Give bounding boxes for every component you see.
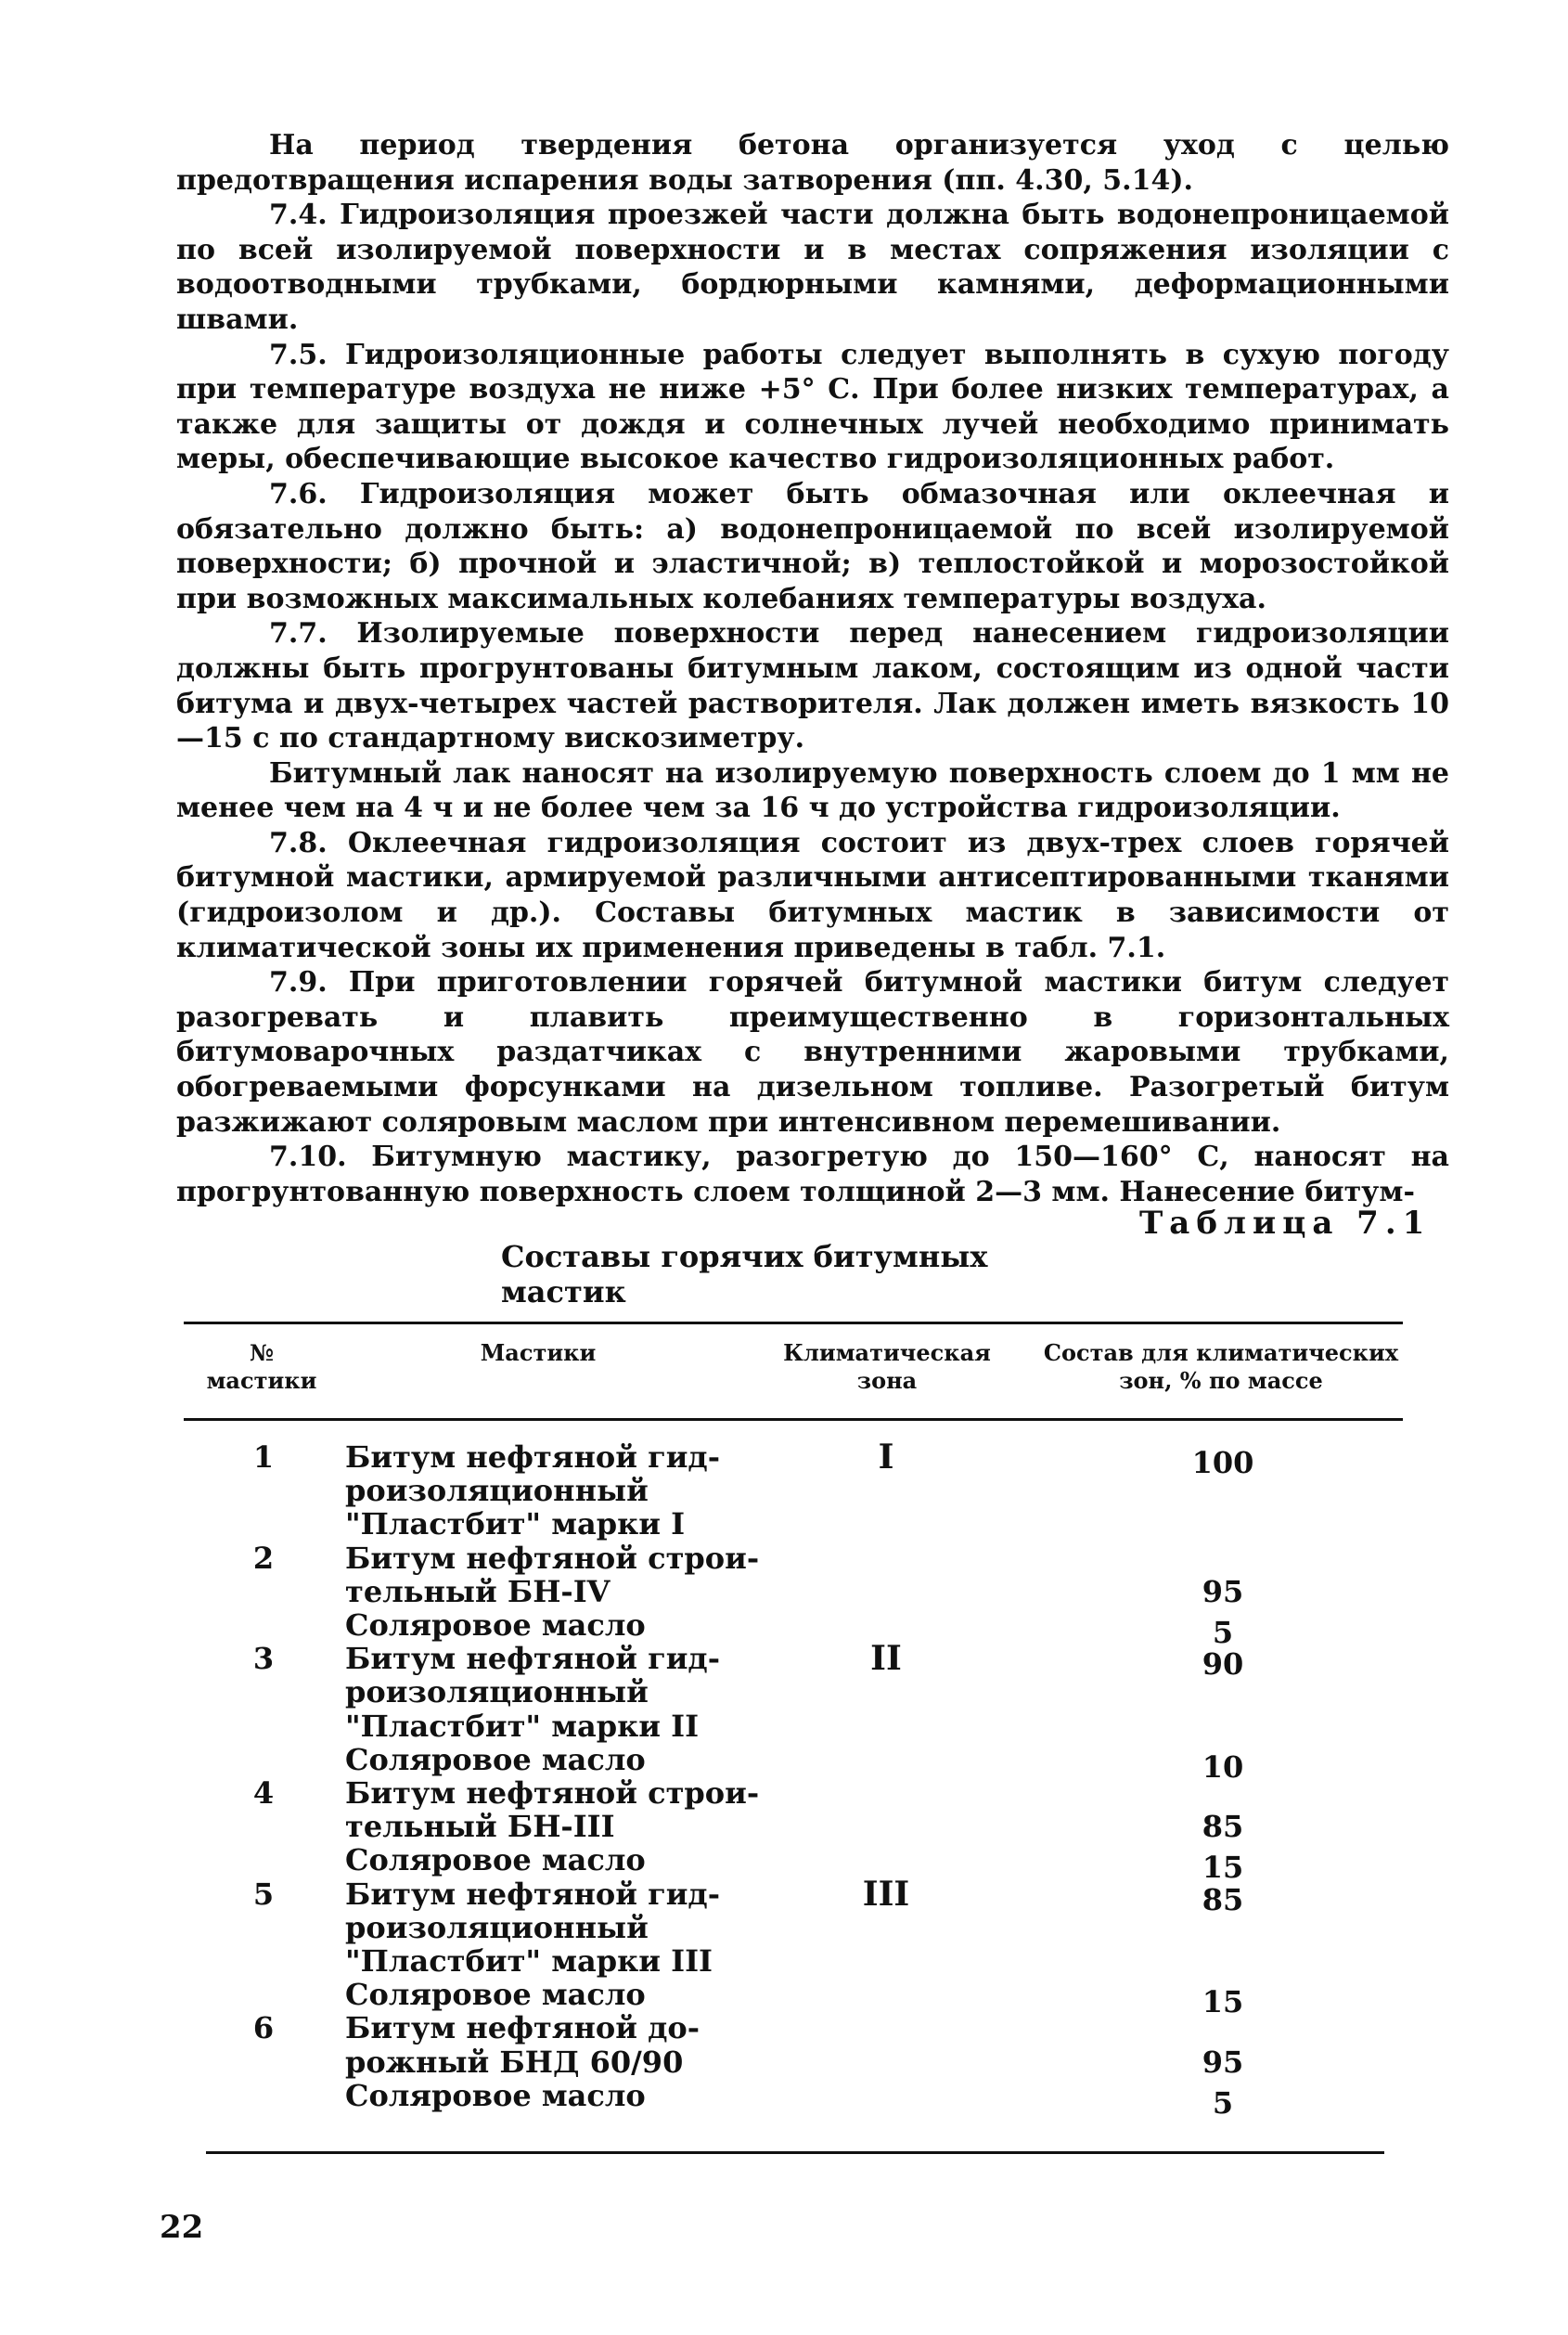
table-label: Таблица 7.1 bbox=[1139, 1205, 1432, 1242]
row-climate-zone: III bbox=[862, 1874, 910, 1914]
row-mastic-name: роизоляционный bbox=[345, 1674, 649, 1710]
header-number-line2: мастики bbox=[206, 1367, 317, 1394]
row-mastic-name: тельный БН-IV bbox=[345, 1573, 610, 1609]
header-zone-line2: зона bbox=[856, 1367, 918, 1394]
table-caption: Составы горячих битумных мастик bbox=[501, 1239, 988, 1309]
paragraph-lacquer: Битумный лак наносят на изолируемую поверхность слоем до 1 мм не менее чем на 4 ч и не более чем за 16 ч до устройства гидроизоляции. bbox=[176, 756, 1449, 825]
header-composition-line2: зон, % по массе bbox=[1119, 1367, 1323, 1394]
row-composition-value: 95 bbox=[1202, 1573, 1244, 1609]
row-composition-value: 5 bbox=[1212, 1615, 1234, 1650]
header-number bbox=[197, 1339, 327, 1395]
row-composition-value: 90 bbox=[1202, 1646, 1244, 1683]
row-mastic-name: "Пластбит" марки II bbox=[345, 1708, 700, 1744]
header-composition-line1: Состав для климатических bbox=[1043, 1339, 1399, 1366]
paragraph-7-9: 7.9. При приготовлении горячей битумной мастики битум следует разогревать и плавить преимущественно в горизонтальных битумоварочных раздатчиках с внутренними жаровыми трубками, обогреваемыми форсунками на дизельном топливе. Разогретый битум разжижают соляровым маслом при интенсивном перемешивании. bbox=[176, 966, 1449, 1139]
row-mastic-name: роизоляционный bbox=[345, 1909, 649, 1945]
row-mastic-name: рожный БНД 60/90 bbox=[345, 2044, 684, 2080]
table-top-rule bbox=[184, 1322, 1403, 1324]
table-bottom-rule bbox=[206, 2151, 1384, 2154]
body-text bbox=[176, 128, 1449, 1209]
header-zone-line1: Климатическая bbox=[783, 1339, 991, 1366]
row-mastic-name: Соляровое масло bbox=[345, 1977, 646, 2013]
paragraph-7-8: 7.8. Оклеечная гидроизоляция состоит из двух-трех слоев горячей битумной мастики, армируемой различными антисептированными тканями (гидроизолом и др.). Составы битумных мастик в зависимости от климатической зоны их применения приведены в табл. 7.1. bbox=[176, 826, 1449, 964]
row-composition-value: 10 bbox=[1202, 1748, 1244, 1785]
row-mastic-name: роизоляционный bbox=[345, 1473, 649, 1509]
paragraph-7-6: 7.6. Гидроизоляция может быть обмазочная или оклеечная и обязательно должно быть: а) водонепроницаемой по всей изолируемой поверхности; б) прочной и эластичной; в) теплостойкой и морозостойкой при возможных максимальных колебаниях температуры воздуха. bbox=[176, 477, 1449, 615]
row-climate-zone: II bbox=[870, 1639, 902, 1679]
page-number: 22 bbox=[160, 2209, 204, 2246]
row-climate-zone: I bbox=[878, 1438, 894, 1477]
paragraph-7-7: 7.7. Изолируемые поверхности перед нанесением гидроизоляции должны быть прогрунтованы битумным лаком, состоящим из одной части битума и двух-четырех частей растворителя. Лак должен иметь вязкость 10—15 с по стандартному вискозиметру. bbox=[176, 617, 1449, 755]
row-composition-value: 95 bbox=[1202, 2044, 1244, 2080]
paragraph-7-10: 7.10. Битумную мастику, разогретую до 150—160° С, наносят на прогрунтованную поверхность слоем толщиной 2—3 мм. Нанесение битум- bbox=[176, 1141, 1449, 1208]
header-number-line1: № bbox=[249, 1339, 275, 1366]
row-mastic-name: Битум нефтяной строи- bbox=[345, 1540, 760, 1576]
row-number: 3 bbox=[252, 1641, 275, 1677]
header-composition bbox=[1017, 1339, 1425, 1395]
row-composition-value: 85 bbox=[1202, 1881, 1244, 1917]
row-number: 2 bbox=[252, 1540, 275, 1576]
row-composition-value: 15 bbox=[1202, 1984, 1244, 2020]
row-mastic-name: Битум нефтяной гид- bbox=[345, 1439, 721, 1475]
row-mastic-name: Битум нефтяной до- bbox=[345, 2010, 700, 2046]
row-mastic-name: Соляровое масло bbox=[345, 1607, 646, 1643]
row-composition-value: 85 bbox=[1202, 1809, 1244, 1845]
row-number: 5 bbox=[252, 1876, 275, 1912]
row-mastic-name: тельный БН-III bbox=[345, 1809, 615, 1845]
paragraph-7-5: 7.5. Гидроизоляционные работы следует выполнять в сухую погоду при температуре воздуха не ниже +5° С. При более низких температурах, а также для защиты от дождя и солнечных лучей необходимо принимать меры, обеспечивающие высокое качество гидроизоляционных работ. bbox=[176, 338, 1449, 476]
row-mastic-name: Соляровое масло bbox=[345, 1842, 646, 1878]
row-mastic-name: Соляровое масло bbox=[345, 2077, 646, 2113]
row-composition-value: 100 bbox=[1191, 1445, 1254, 1480]
paragraph-7-4: 7.4. Гидроизоляция проезжей части должна быть водонепроницаемой по всей изолируемой поверхности и в местах сопряжения изоляции с водоотводными трубками, бордюрными камнями, деформационными швами. bbox=[176, 199, 1449, 336]
row-composition-value: 5 bbox=[1212, 2084, 1234, 2121]
header-zone bbox=[766, 1339, 1008, 1395]
row-mastic-name: "Пластбит" марки III bbox=[345, 1943, 713, 1979]
row-number: 6 bbox=[252, 2010, 275, 2046]
row-mastic-name: Соляровое масло bbox=[345, 1741, 646, 1777]
paragraph-intro: На период твердения бетона организуется уход с целью предотвращения испарения воды затворения (пп. 4.30, 5.14). bbox=[176, 129, 1449, 197]
row-mastic-name: Битум нефтяной строи- bbox=[345, 1775, 760, 1811]
header-mastic-label: Мастики bbox=[480, 1339, 597, 1366]
row-mastic-name: Битум нефтяной гид- bbox=[345, 1641, 721, 1677]
row-mastic-name: Битум нефтяной гид- bbox=[345, 1876, 721, 1912]
header-mastic bbox=[436, 1339, 640, 1367]
table-header-rule bbox=[184, 1418, 1403, 1421]
row-number: 1 bbox=[252, 1439, 275, 1475]
row-composition-value: 15 bbox=[1202, 1850, 1244, 1886]
row-number: 4 bbox=[252, 1775, 275, 1811]
row-mastic-name: "Пластбит" марки I bbox=[345, 1506, 686, 1542]
